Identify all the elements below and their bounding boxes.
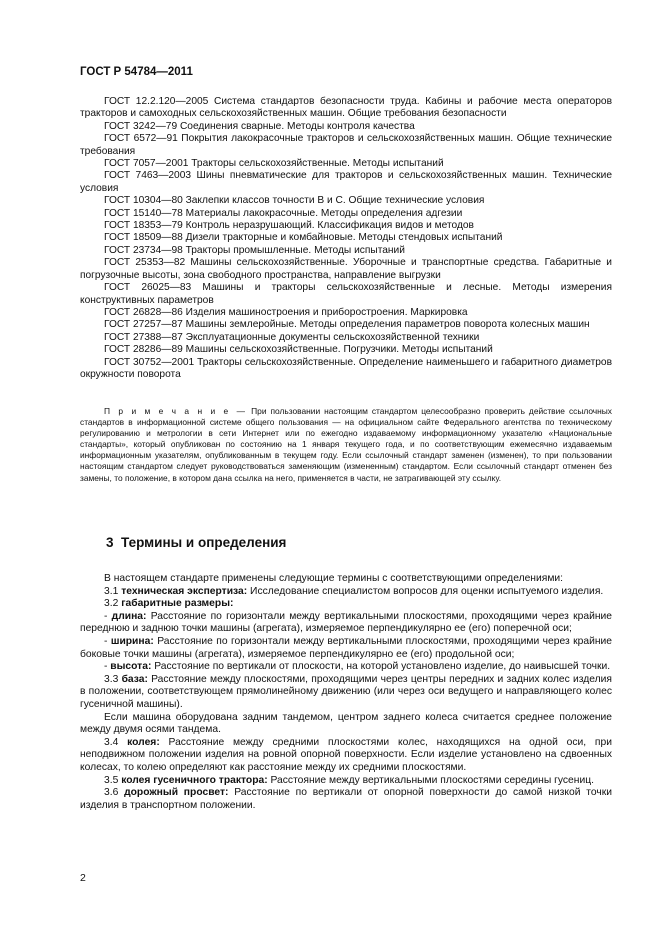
list-dash: -	[104, 661, 111, 673]
definition-text: Расстояние по вертикали от плоскости, на которой установлено изделие, до наивысшей точки.	[151, 661, 611, 673]
definition-text: Расстояние между средними плоскостями колес, находящихся на одной оси, при неподвижном положении изделия на ровной опорной поверхности. Если изделие установлено на сдвоенных колесах, то колею определяют как расстояние между их средними плоскостями.	[80, 736, 612, 773]
definition-3-3	[80, 674, 612, 712]
page-number: 2	[80, 872, 86, 884]
definition-text: Расстояние между вертикальными плоскостями середины гусениц.	[267, 774, 594, 786]
reference-item: ГОСТ 12.2.120—2005 Система стандартов безопасности труда. Кабины и рабочие места операторов тракторов и самоходных сельскохозяйственных машин. Общие требования безопасности	[80, 96, 612, 120]
note-text: При пользовании настоящим стандартом целесообразно проверить действие ссылочных стандартов в информационной системе общего пользования — на официальном сайте Федерального агентства по техническому регулированию и метрологии в сети Интернет или по ежегодно издаваемому информационному указателю «Национальные стандарты», который опубликован по состоянию на 1 января текущего года, и по соответствующим ежемесячно издаваемым информационным указателям, опубликованным в текущем году. Если ссылочный стандарт заменен (изменен), то при пользовании настоящим стандартом следует руководствоваться заменяющим (измененным) стандартом. Если ссылочный стандарт отменен без замены, то положение, в котором дана ссылка на него, применяется в части, не затрагивающей эту ссылку.	[80, 406, 612, 483]
reference-item: ГОСТ 27388—87 Эксплуатационные документы сельскохозяйственной техники	[104, 331, 480, 343]
definition-text: Расстояние по горизонтали между вертикальными плоскостями, проходящими через крайние переднюю и заднюю точки машины (агрегата), измеряемое перпендикулярно ее (его) поперечной оси;	[80, 610, 612, 635]
reference-item: ГОСТ 25353—82 Машины сельскохозяйственные. Уборочные и транспортные средства. Габаритные и погрузочные высоты, зона свободного пространства, направление выгрузки	[80, 257, 612, 281]
definition-term: высота:	[110, 661, 152, 673]
definition-3-3-extra: Если машина оборудована задним тандемом, центром заднего колеса считается среднее положение между двумя осями тандема.	[80, 711, 612, 736]
reference-item: ГОСТ 23734—98 Тракторы промышленные. Методы испытаний	[104, 244, 405, 256]
reference-item: ГОСТ 28286—89 Машины сельскохозяйственные. Погрузчики. Методы испытаний	[104, 344, 493, 356]
definition-text: Расстояние между плоскостями, проходящими через центры передних и задних колес изделия в положении, соответствующем прямолинейному движению (или через оси ведущего и направляющего колес гусеничной машины).	[80, 673, 612, 710]
definition-term: техническая экспертиза:	[121, 585, 248, 597]
reference-item: ГОСТ 15140—78 Материалы лакокрасочные. Методы определения адгезии	[104, 207, 463, 219]
definition-3-5	[80, 775, 612, 788]
normative-references-list	[80, 96, 612, 381]
definition-3-2	[80, 598, 612, 611]
list-dash: -	[104, 610, 112, 622]
definition-term: колея гусеничного трактора:	[121, 774, 268, 786]
reference-item: ГОСТ 6572—91 Покрытия лакокрасочные тракторов и сельскохозяйственных машин. Общие технические требования	[80, 133, 612, 157]
reference-item: ГОСТ 7057—2001 Тракторы сельскохозяйственные. Методы испытаний	[104, 158, 444, 170]
definition-term: дорожный просвет:	[124, 787, 229, 799]
reference-item: ГОСТ 7463—2003 Шины пневматические для тракторов и сельскохозяйственных машин. Технические условия	[80, 170, 612, 194]
definition-3-6	[80, 787, 612, 812]
definition-3-1	[80, 586, 612, 599]
definition-number: 3.6	[104, 787, 125, 799]
definitions-intro: В настоящем стандарте применены следующие термины с соответствующими определениями:	[104, 573, 564, 584]
definition-term: ширина:	[110, 635, 154, 647]
definition-3-4	[80, 737, 612, 775]
list-dash: -	[104, 635, 111, 647]
reference-item: ГОСТ 26025—83 Машины и тракторы сельскохозяйственные и лесные. Методы измерения конструктивных параметров	[80, 282, 612, 306]
reference-item: ГОСТ 18353—79 Контроль неразрушающий. Классификация видов и методов	[104, 220, 474, 232]
definition-text: Расстояние по горизонтали между вертикальными плоскостями, проходящими через крайние боковые точки машины (агрегата), измеряемое перпендикулярно ее (его) продольной оси;	[80, 635, 612, 660]
definition-text: Исследование специалистом вопросов для оценки испытуемого изделия.	[247, 585, 604, 597]
reference-item: ГОСТ 30752—2001 Тракторы сельскохозяйственные. Определение наименьшего и габаритного диаметров окружности поворота	[80, 356, 612, 380]
definition-term: габаритные размеры:	[121, 598, 234, 610]
reference-item: ГОСТ 26828—86 Изделия машиностроения и приборостроения. Маркировка	[104, 306, 468, 318]
section-number: 3	[106, 535, 114, 550]
note-paragraph	[80, 406, 612, 484]
note-label: П р и м е ч а н и е —	[104, 406, 248, 416]
reference-item: ГОСТ 27257—87 Машины землеройные. Методы определения параметров поворота колесных машин	[104, 319, 590, 331]
definition-number: 3.1	[104, 585, 122, 597]
section-title-text: Термины и определения	[121, 535, 287, 550]
definitions-list	[80, 573, 612, 812]
definition-term: длина:	[111, 610, 147, 622]
definition-length	[80, 611, 612, 636]
definition-width	[80, 636, 612, 661]
definition-height	[80, 661, 612, 674]
definition-number: 3.3	[104, 673, 122, 685]
document-header: ГОСТ Р 54784—2011	[80, 66, 193, 78]
reference-item: ГОСТ 10304—80 Заклепки классов точности В и С. Общие технические условия	[104, 195, 485, 207]
reference-item: ГОСТ 3242—79 Соединения сварные. Методы контроля качества	[104, 120, 415, 132]
definition-text: Расстояние по вертикали от опорной поверхности до самой низкой точки изделия в транспортном положении.	[80, 787, 612, 811]
section-heading	[106, 535, 286, 550]
reference-item: ГОСТ 18509—88 Дизели тракторные и комбайновые. Методы стендовых испытаний	[104, 232, 503, 244]
definition-number: 3.2	[104, 598, 122, 610]
definition-number: 3.4	[104, 736, 128, 748]
definition-term: база:	[121, 673, 148, 685]
definition-term: колея:	[127, 736, 160, 748]
definition-number: 3.5	[104, 774, 122, 786]
